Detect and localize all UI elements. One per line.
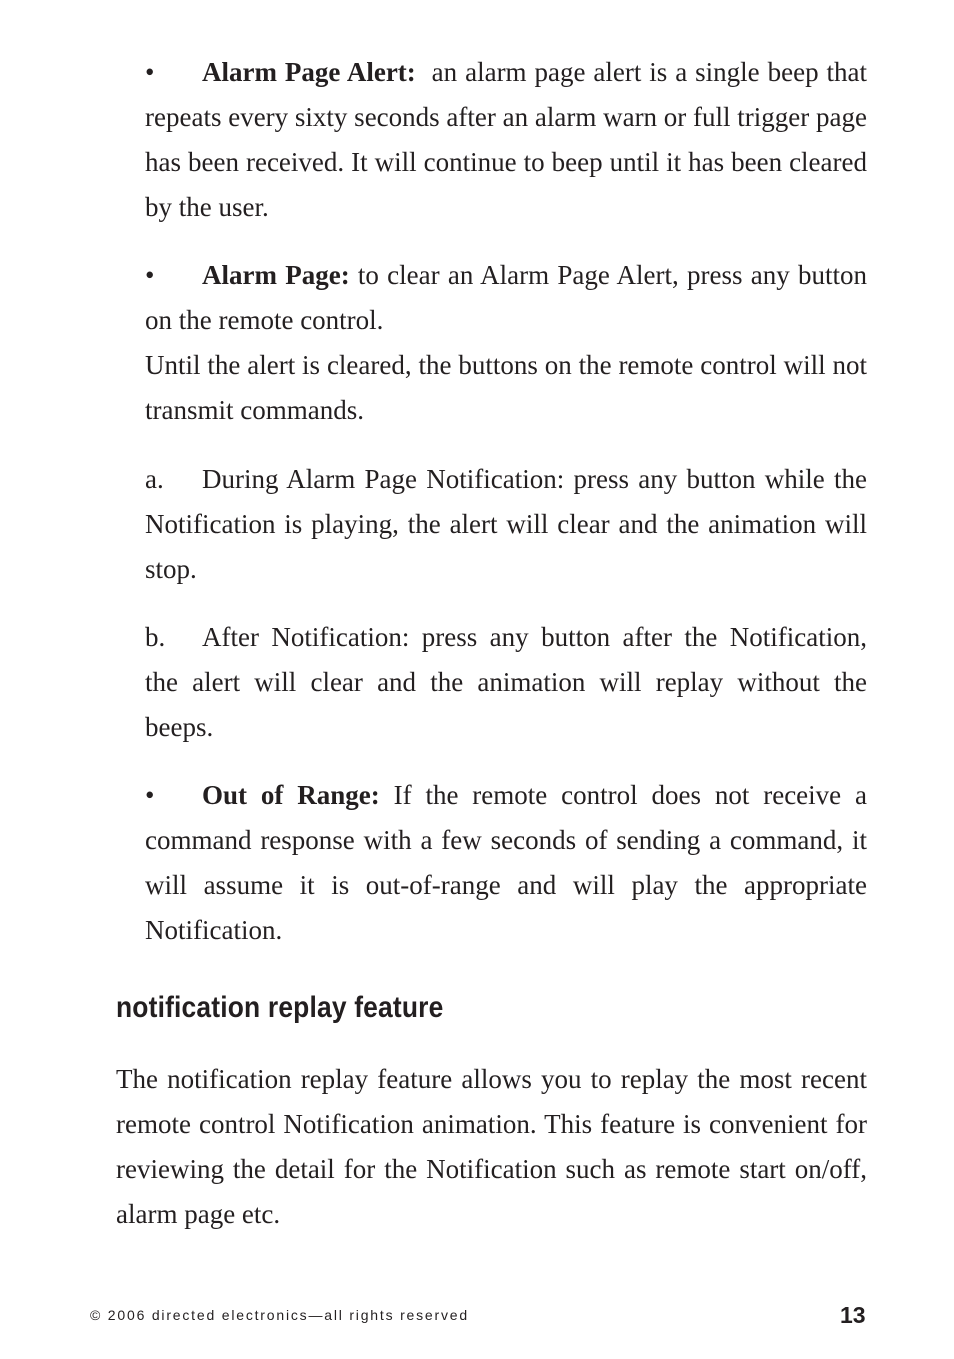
sub-item-marker: a.	[145, 464, 164, 494]
term-alarm-page: Alarm Page:	[202, 260, 350, 290]
sub-item-a	[145, 457, 867, 592]
section-heading: notification replay feature	[116, 991, 444, 1024]
bullet-marker: •	[145, 780, 155, 810]
term-alarm-page-alert: Alarm Page Alert:	[202, 57, 416, 87]
sub-item-b	[145, 615, 867, 750]
page-number: 13	[840, 1302, 866, 1328]
section-body: The notification replay feature allows you to replay the most recent remote control Notification animation. This feature is convenient for reviewing the detail for the Notification such as remote start on/off, alarm page etc.	[116, 1064, 867, 1229]
sub-item-text: During Alarm Page Notification: press any button while the Notification is playing, the alert will clear and the animation will stop.	[145, 464, 867, 584]
copyright-footer: © 2006 directed electronics—all rights reserved	[90, 1307, 469, 1323]
bullet-marker: •	[145, 57, 155, 87]
bullet-text: If the remote control does not receive a command response with a few seconds of sending a command, it will assume it is out-of-range and will play the appropriate Notification.	[145, 780, 867, 945]
bullet-out-of-range	[145, 773, 867, 953]
sub-item-text: After Notification: press any button after the Notification, the alert will clear and the animation will replay without the beeps.	[145, 622, 867, 742]
bullet-text: to clear an Alarm Page Alert, press any button on the remote control.	[145, 260, 867, 335]
bullet-marker: •	[145, 260, 155, 290]
term-out-of-range: Out of Range:	[202, 780, 380, 810]
bullet-text: an alarm page alert is a single beep that repeats every sixty seconds after an alarm warn or full trigger page has been received. It will continue to beep until it has been cleared by the user.	[145, 57, 874, 222]
sub-item-marker: b.	[145, 622, 166, 652]
bullet-alarm-page-alert	[145, 50, 874, 230]
alarm-page-continuation: Until the alert is cleared, the buttons on the remote control will not transmit commands.	[145, 350, 867, 425]
bullet-alarm-page	[145, 253, 867, 343]
